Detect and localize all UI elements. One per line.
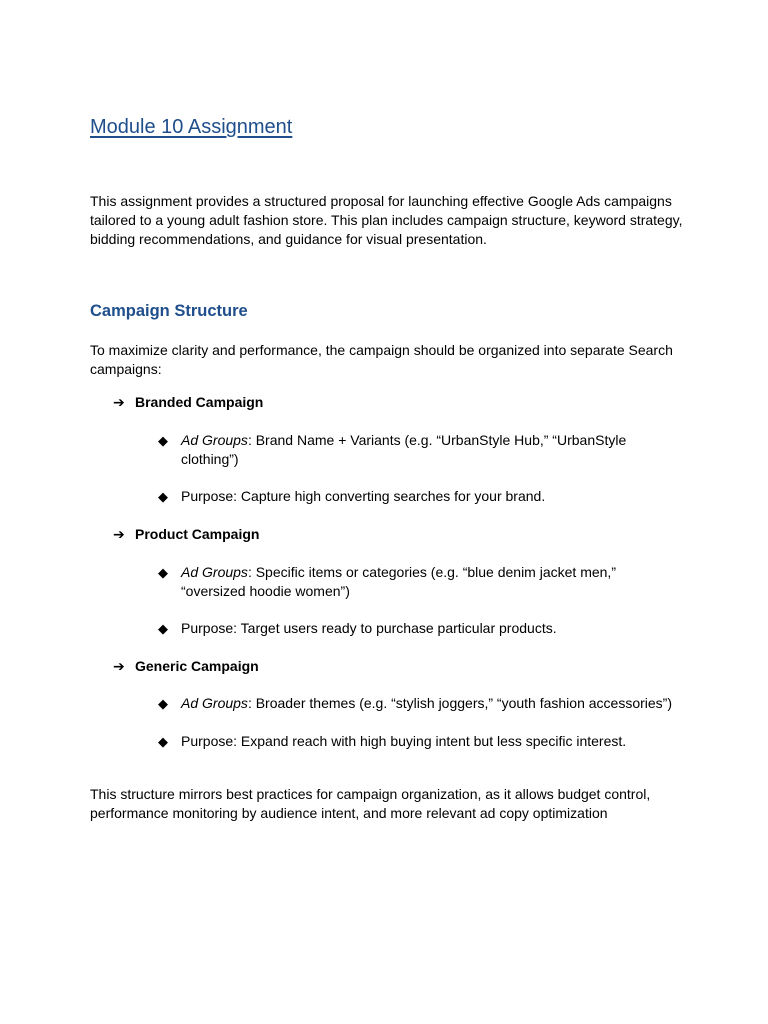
campaign-name: Product Campaign <box>135 526 260 542</box>
document-title: Module 10 Assignment <box>90 116 293 138</box>
list-item-purpose <box>158 619 678 638</box>
purpose-text: Purpose: Expand reach with high buying intent but less specific interest. <box>181 733 627 749</box>
ad-groups-text: : Brand Name + Variants (e.g. “UrbanStyle Hub,” “UrbanStyle clothing”) <box>181 432 627 467</box>
list-item-purpose <box>158 487 678 506</box>
list-item-ad-groups <box>158 563 678 601</box>
diamond-bullet-icon: ◆ <box>158 489 168 504</box>
section-heading: Campaign Structure <box>90 302 248 320</box>
campaign-name: Generic Campaign <box>135 658 259 674</box>
arrow-icon: ➔ <box>113 526 125 542</box>
arrow-icon: ➔ <box>113 658 125 674</box>
list-item-ad-groups <box>158 694 678 713</box>
purpose-text: Purpose: Target users ready to purchase particular products. <box>181 620 557 636</box>
conclusion-paragraph: This structure mirrors best practices for campaign organization, as it allows budget control, performance monitoring by audience intent, and more relevant ad copy optimization <box>90 786 651 821</box>
campaign-item-generic <box>113 657 259 676</box>
diamond-bullet-icon: ◆ <box>158 565 168 580</box>
ad-groups-label: Ad Groups <box>181 564 248 580</box>
purpose-text: Purpose: Capture high converting searches for your brand. <box>181 488 546 504</box>
ad-groups-label: Ad Groups <box>181 432 248 448</box>
campaign-item-product <box>113 525 259 544</box>
arrow-icon: ➔ <box>113 394 125 410</box>
intro-paragraph: This assignment provides a structured proposal for launching effective Google Ads campaigns tailored to a young adult fashion store. This plan includes campaign structure, keyword strategy, bidding recommendations, and guidance for visual presentation. <box>90 193 683 247</box>
diamond-bullet-icon: ◆ <box>158 621 168 636</box>
campaign-name: Branded Campaign <box>135 394 264 410</box>
ad-groups-text: : Broader themes (e.g. “stylish joggers,” “youth fashion accessories”) <box>247 695 672 711</box>
campaign-item-branded <box>113 393 263 412</box>
diamond-bullet-icon: ◆ <box>158 696 168 711</box>
diamond-bullet-icon: ◆ <box>158 433 168 448</box>
section-intro-paragraph: To maximize clarity and performance, the campaign should be organized into separate Search campaigns: <box>90 342 673 377</box>
ad-groups-text: : Specific items or categories (e.g. “blue denim jacket men,” “oversized hoodie women”) <box>181 564 616 599</box>
list-item-purpose <box>158 732 678 751</box>
list-item-ad-groups <box>158 431 678 469</box>
ad-groups-label: Ad Groups <box>181 695 248 711</box>
diamond-bullet-icon: ◆ <box>158 734 168 749</box>
